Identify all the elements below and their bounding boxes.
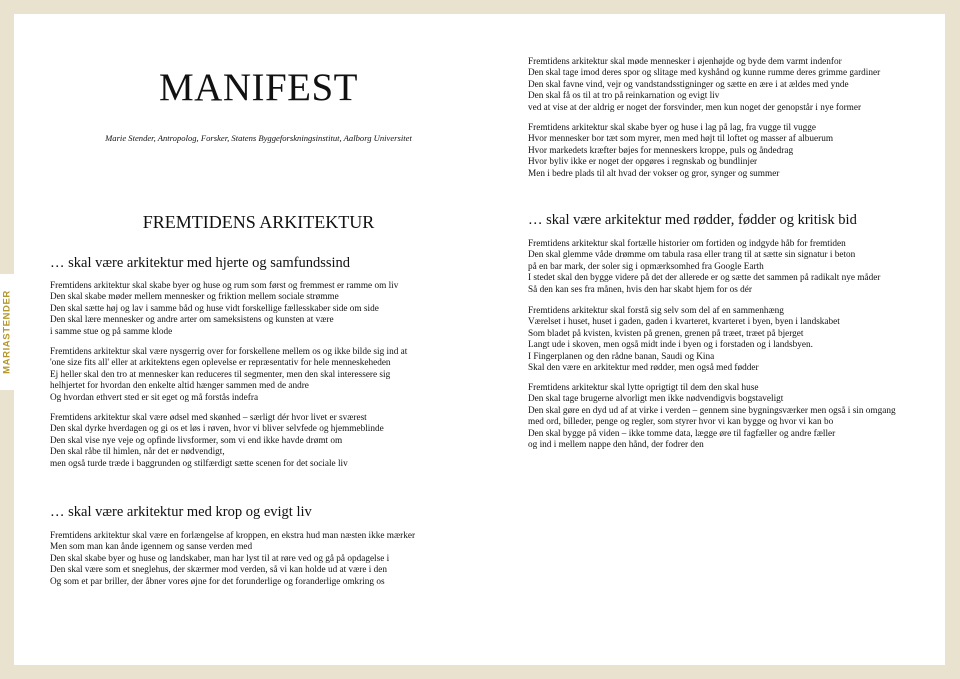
text-line: I stedet skal den bygge videre på det der allerede er og sætte det sammen på radikalt nye måder [528,273,881,284]
text-line: Værelset i huset, huset i gaden, gaden i kvarteret, kvarteret i byen, byen i landskabet [528,317,840,328]
paragraph [528,239,880,296]
text-line: Den skal glemme våde drømme om tabula rasa eller trang til at sætte sin signatur i beton [528,250,856,261]
text-line: helhjertet for hvordan den enkelte altid hænger sammen med de andre [50,381,309,392]
text-line: Den skal skabe møder mellem mennesker og friktion mellem sociale strømme [50,292,339,303]
section-heading-krop: … skal være arkitektur med krop og evigt liv [50,504,312,520]
text-line: Den skal råbe til himlen, når det er nødvendigt, [50,447,225,458]
text-line: Ej heller skal den tro at mennesker kan reduceres til segmenter, men den skal interessere sig [50,369,391,380]
text-line: Fremtidens arkitektur skal skabe byer og huse og rum som først og fremmest er ramme om liv [50,281,399,291]
text-line: Fremtidens arkitektur skal lytte oprigtigt til dem den skal huse [528,383,759,393]
text-line: Den skal skabe byer og huse og landskaber, man har lyst til at røre ved og gå på opdagelse i [50,553,390,564]
text-line: 'one size fits all' eller at arkitektens egen oplevelse er repræsentativ for hele menneskeheden [50,358,391,369]
text-line: med ord, billeder, penge og regler, som styrer hvor vi kan bygge og hvor vi kan bo [528,417,834,428]
text-line: Og hvordan ethvert sted er sit eget og må forstås indefra [50,392,259,403]
document-page [14,14,945,665]
paragraph [50,531,415,588]
text-line: Men i bedre plads til alt hvad der vokser og gror, synger og summer [528,168,780,179]
subtitle: FREMTIDENS ARKITEKTUR [142,212,375,232]
side-tab-label: MARIASTENDER [1,290,13,374]
text-line: Fremtidens arkitektur skal være nysgerrig over for forskellene mellem os og ikke bilde sig ind at [50,347,408,357]
text-line: Hvor markedets kræfter bøjes for menneskers kroppe, puls og åndedrag [528,145,794,156]
text-line: Fremtidens arkitektur skal skabe byer og huse i lag på lag, fra vugge til vugge [528,123,816,133]
text-line: Den skal dyrke hverdagen og gi os et løs i røven, hvor vi bliver selvfede og hjemmeblinde [50,424,384,435]
text-line: men også turde træde i baggrunden og stilfærdigt sætte scenen for det sociale liv [50,458,348,469]
text-line: Den skal sætte høj og lav i samme båd og huse vidt forskellige fællesskaber side om side [50,303,379,314]
section-heading-hjerte: … skal være arkitektur med hjerte og samfundssind [50,255,351,271]
paragraph [528,57,880,114]
paragraph [528,123,833,180]
text-line: Den skal tage brugerne alvorligt men ikke nødvendigvis bogstaveligt [528,394,784,405]
text-line: Men som man kan ånde igennem og sanse verden med [50,542,253,553]
text-line: på en bar mark, der soler sig i opmærksomhed fra Google Earth [528,261,764,272]
author-line: Marie Stender, Antropolog, Forsker, Statens Byggeforskningsinstitut, Aalborg Universitet [105,133,412,143]
text-line: Den skal lære mennesker og andre arter om sameksistens og kunsten at være [50,315,334,326]
text-line: Fremtidens arkitektur skal møde mennesker i øjenhøjde og byde dem varmt indenfor [528,57,842,67]
text-line: Den skal være som et sneglehus, der skærmer mod verden, så vi kan holde ud at være i den [50,565,388,576]
page-title: MANIFEST [158,66,359,109]
text-line: Fremtidens arkitektur skal forstå sig selv som del af en sammenhæng [528,306,784,316]
text-line: Fremtidens arkitektur skal være en forlængelse af kroppen, en ekstra hud man næsten ikke mærker [50,531,416,541]
paragraph [528,383,896,451]
text-line: Som bladet på kvisten, kvisten på grenen, grenen på træet, træet på bjerget [528,328,804,339]
paragraph [528,306,840,374]
text-line: Fremtidens arkitektur skal fortælle historier om fortiden og indgyde håb for fremtiden [528,239,846,249]
text-line: Den skal tage imod deres spor og slitage med kyshånd og kunne rumme deres grimme gardiner [528,68,881,79]
text-line: Langt ude i skoven, men også midt inde i byen og i forstaden og i landsbyen. [528,340,813,351]
text-line: Den skal bygge på viden – ikke tomme data, lægge øre til fagfæller og andre fæller [528,428,836,439]
text-line: Hvor mennesker bor tæt som myrer, men med højt til loftet og masser af albuerum [528,134,834,145]
text-line: Skal den være en arkitektur med rødder, men også med fødder [528,363,759,374]
text-line: Den skal få os til at tro på reinkarnation og evigt liv [528,91,720,102]
paragraph [50,413,384,470]
text-line: og ind i mellem nappe den hånd, der fodrer den [528,440,704,451]
paragraph [50,347,407,404]
text-line: Den skal gøre en dyd ud af at virke i verden – gennem sine bygningsværker men også i sin omgang [528,405,896,416]
text-line: ved at vise at der aldrig er noget der forsvinder, men kun noget der genopstår i nye former [528,102,862,113]
text-line: i samme stue og på samme klode [50,326,173,337]
paragraph [50,281,398,338]
text-line: Fremtidens arkitektur skal være ødsel med skønhed – særligt dér hvor livet er sværest [50,413,367,423]
side-tab [0,274,14,390]
text-line: Hvor byliv ikke er noget der opgøres i regnskab og bundlinjer [528,157,758,168]
text-line: Den skal favne vind, vejr og vandstandsstigninger og sætte en ære i at ældes med ynde [528,79,849,90]
text-line: Så den kan ses fra månen, hvis den har skabt hjem for os dér [528,284,752,295]
section-heading-roedder: … skal være arkitektur med rødder, fødder og kritisk bid [528,212,857,228]
text-line: Og som et par briller, der åbner vores øjne for det forunderlige og foranderlige omkring os [50,576,385,587]
text-line: Den skal vise nye veje og opfinde livsformer, som vi end ikke havde drømt om [50,435,343,446]
text-line: I Fingerplanen og den rådne banan, Saudi og Kina [528,351,715,362]
